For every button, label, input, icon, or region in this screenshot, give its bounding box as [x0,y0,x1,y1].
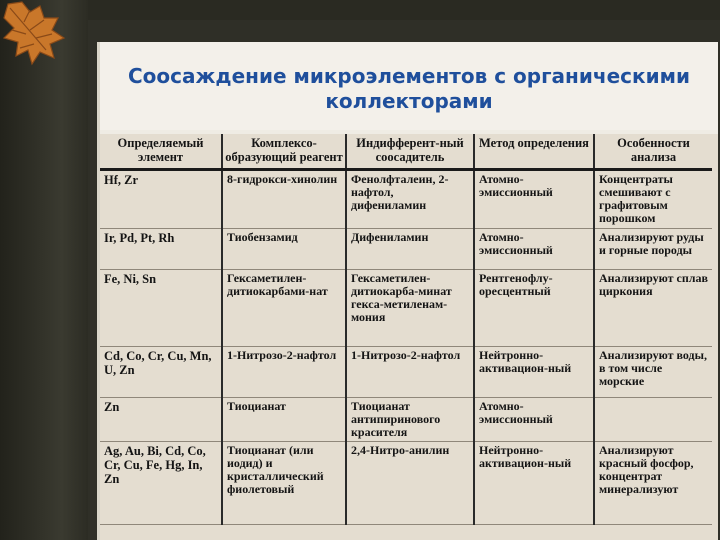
header-method: Метод определения [474,134,594,170]
table-row [100,347,712,398]
cell-reagent: Тиоцианат [222,398,346,442]
cell-method: Атомно-эмиссионный [474,229,594,270]
table-row [100,270,712,347]
top-decorative-strip [88,0,720,20]
cell-coprecipitant: Гексаметилен-дитиокарба-минат гекса-метиленам-мония [346,270,474,347]
table-header-row [100,134,712,170]
cell-features: Анализируют сплав циркония [594,270,712,347]
table-row [100,229,712,270]
cell-coprecipitant: Фенолфталеин, 2-нафтол, дифениламин [346,170,474,229]
cell-method: Атомно-эмиссионный [474,398,594,442]
cell-element: Cd, Co, Cr, Cu, Mn, U, Zn [100,347,222,398]
title-box [100,42,718,130]
left-decorative-bar [0,0,88,540]
cell-features: Анализируют воды, в том числе морские [594,347,712,398]
cell-features: Концентраты смешивают с графитовым порошком [594,170,712,229]
cell-reagent: Гексаметилен-дитиокарбами-нат [222,270,346,347]
cell-element: Fe, Ni, Sn [100,270,222,347]
header-reagent: Комплексо-образующий реагент [222,134,346,170]
cell-method: Атомно-эмиссионный [474,170,594,229]
header-coprecipitant: Индифферент-ный соосадитель [346,134,474,170]
cell-coprecipitant: Тиоцианат антипиринового красителя [346,398,474,442]
cell-element: Ir, Pd, Pt, Rh [100,229,222,270]
cell-features: Анализируют красный фосфор, концентрат минерализуют [594,442,712,525]
cell-method: Нейтронно-активацион-ный [474,442,594,525]
cell-element: Hf, Zr [100,170,222,229]
data-table [100,134,712,525]
cell-reagent: 1-Нитрозо-2-нафтол [222,347,346,398]
cell-method: Рентгенофлу-оресцентный [474,270,594,347]
slide [97,42,718,540]
cell-element: Zn [100,398,222,442]
cell-coprecipitant: Дифениламин [346,229,474,270]
cell-features [594,398,712,442]
cell-element: Ag, Au, Bi, Cd, Co, Cr, Cu, Fe, Hg, In, Zn [100,442,222,525]
table-row [100,170,712,229]
cell-reagent: Тиоцианат (или иодид) и кристаллический фиолетовый [222,442,346,525]
cell-reagent: 8-гидрокси-хинолин [222,170,346,229]
cell-reagent: Тиобензамид [222,229,346,270]
table-container [100,134,718,540]
table-row [100,398,712,442]
cell-features: Анализируют руды и горные породы [594,229,712,270]
header-features: Особенности анализа [594,134,712,170]
cell-coprecipitant: 2,4-Нитро-анилин [346,442,474,525]
cell-coprecipitant: 1-Нитрозо-2-нафтол [346,347,474,398]
autumn-leaf-icon [0,0,70,70]
slide-title: Соосаждение микроэлементов с органическими коллекторами [128,64,690,113]
cell-method: Нейтронно-активацион-ный [474,347,594,398]
table-row [100,442,712,525]
header-element: Определяемый элемент [100,134,222,170]
